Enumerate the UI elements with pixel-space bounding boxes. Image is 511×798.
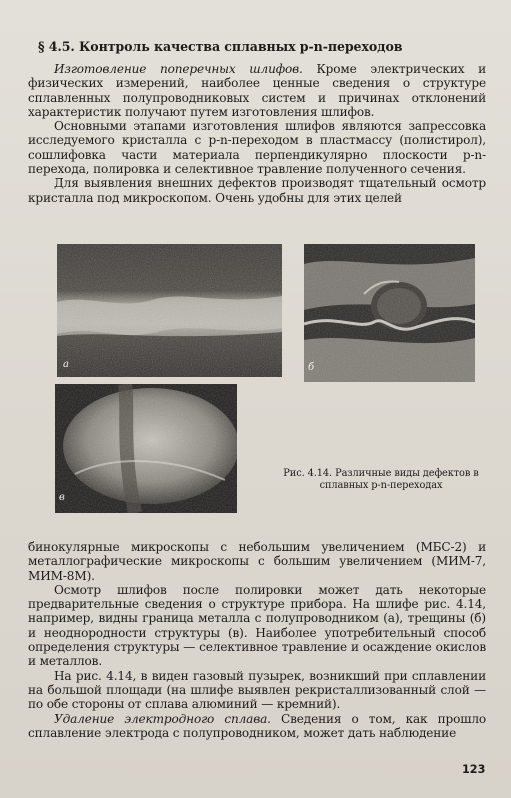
section-heading: § 4.5. Контроль качества сплавных p-n-переходов	[38, 39, 403, 54]
paragraph-text: Осмотр шлифов после полировки может дать некоторые предварительные сведения о структуре прибора. На шлифе рис. 4.14, например, видны граница металла с полупроводником (а), трещины (б) и неоднородности структуры (в). Наиболее употребительный способ определения структуры — селективное травление и осаждение окислов и металлов.	[28, 582, 486, 669]
figure-caption: Рис. 4.14. Различные виды дефектов в сплавных p-n-переходах	[283, 468, 479, 491]
paragraph	[28, 119, 486, 176]
text-block-top	[28, 62, 486, 205]
micrograph-a-label: а	[63, 359, 69, 370]
paragraph-text: бинокулярные микроскопы с небольшим увеличением (МБС-2) и металлографические микроскопы с большим увеличением (МИМ-7, МИМ-8М).	[28, 540, 486, 583]
paragraph-text: Основными этапами изготовления шлифов являются запрессовка исследуемого кристалла с p-n-переходом в пластмассу (полистирол), сошлифовка части материала перпендикулярно плоскости p-n-перехода, полировка и селективное травление полученного сечения.	[28, 119, 486, 177]
micrograph-c-label: в	[59, 492, 65, 503]
micrograph-b-label: б	[308, 362, 315, 373]
micrograph-a	[57, 244, 282, 377]
text-block-bottom	[28, 540, 486, 740]
paragraph-lead: Удаление электродного сплава.	[54, 711, 271, 726]
micrograph-b	[304, 244, 475, 382]
paragraph-text: Сведения о том, как прошло сплавление электрода с полупроводником, может дать наблюдение	[28, 711, 487, 740]
micrograph-c	[55, 384, 237, 513]
paragraph-text: На рис. 4.14, в виден газовый пузырек, возникший при сплавлении на большой площади (на шлифе выявлен рекристаллизованный слой — по обе стороны от сплава алюминий — кремний).	[28, 668, 486, 712]
paragraph-text: Для выявления внешних дефектов производят тщательный осмотр кристалла под микроскопом. Очень удобны для этих целей	[28, 176, 486, 205]
paragraph	[28, 540, 486, 583]
paragraph	[28, 669, 486, 712]
paragraph-text: Кроме электрических и физических измерений, наиболее ценные сведения о структуре сплавленных полупроводниковых систем и причинах отклонений характеристик получают путем изготовления шлифов.	[28, 62, 486, 119]
micrograph-c-image	[55, 384, 237, 513]
micrograph-b-image	[304, 244, 475, 382]
paragraph	[28, 176, 486, 205]
page-number: 123	[462, 763, 486, 776]
micrograph-a-image	[57, 244, 282, 377]
paragraph	[28, 583, 486, 669]
paragraph-lead: Изготовление поперечных шлифов.	[54, 62, 303, 76]
paragraph	[28, 62, 486, 119]
paragraph	[28, 712, 486, 741]
